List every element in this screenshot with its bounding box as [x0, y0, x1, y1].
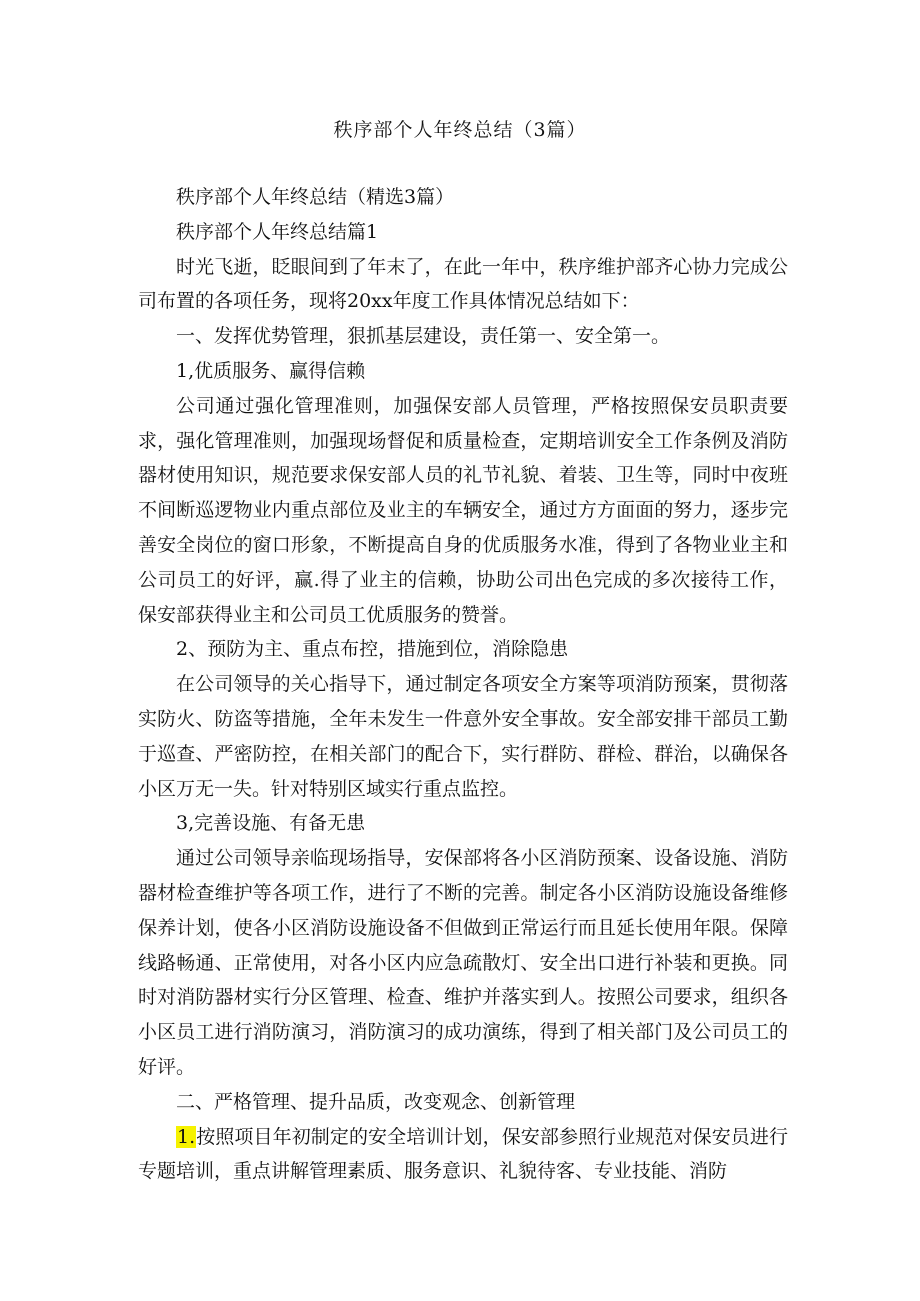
- document-title: 秩序部个人年终总结（3篇）: [333, 119, 587, 141]
- part2-title: 二、严格管理、提升品质，改变观念、创新管理: [176, 1090, 576, 1113]
- part2-item1: [138, 1120, 788, 1190]
- part1-title: 一、发挥优势管理，狠抓基层建设，责任第一、安全第一。: [176, 325, 671, 348]
- item3-body: 通过公司领导亲临现场指导，安保部将各小区消防预案、设备设施、消防器材检查维护等各项工作，进行了不断的完善。制定各小区消防设施设备维修保养计划，使各小区消防设施设备不但做到正常运行而且延长使用年限。保障线路畅通、正常使用，对各小区内应急疏散灯、安全出口进行补装和更换。同时对消防器材实行分区管理、检查、维护并落实到人。按照公司要求，组织各小区员工进行消防演习，消防演习的成功演练，得到了相关部门及公司员工的好评。: [138, 847, 788, 1078]
- item1-title: 1,优质服务、赢得信赖: [176, 359, 366, 382]
- document-body: [138, 180, 788, 1189]
- item1-body: 公司通过强化管理准则，加强保安部人员管理，严格按照保安员职责要求，强化管理准则，加强现场督促和质量检查，定期培训安全工作条例及消防器材使用知识，规范要求保安部人员的礼节礼貌、着装、卫生等，同时中夜班不间断巡逻物业内重点部位及业主的车辆安全，通过方方面面的努力，逐步完善安全岗位的窗口形象，不断提高自身的优质服务水准，得到了各物业业主和公司员工的好评，赢.得了业主的信赖，协助公司出色完成的多次接待工作，保安部获得业主和公司员工优质服务的赞誉。: [138, 394, 788, 626]
- item2-title: 2、预防为主、重点布控，措施到位，消除隐患: [176, 638, 569, 661]
- highlighted-marker: 1.: [177, 1125, 196, 1148]
- item2-body: 在公司领导的关心指导下，通过制定各项安全方案等项消防预案，贯彻落实防火、防盗等措施，全年未发生一件意外安全事故。安全部安排干部员工勤于巡查、严密防控，在相关部门的配合下，实行群防、群检、群治，以确保各小区万无一失。针对特别区域实行重点监控。: [138, 673, 788, 800]
- part2-item1-body: 按照项目年初制定的安全培训计划，保安部参照行业规范对保安员进行专题培训，重点讲解管理素质、服务意识、礼貌待客、专业技能、消防: [138, 1125, 788, 1183]
- paragraph-intro: 时光飞逝，眨眼间到了年末了，在此一年中，秩序维护部齐心协力完成公司布置的各项任务，现将20xx年度工作具体情况总结如下：: [138, 255, 788, 313]
- item3-title: 3,完善设施、有备无患: [176, 812, 366, 835]
- section-heading: 秩序部个人年终总结篇1: [176, 220, 379, 243]
- subtitle: 秩序部个人年终总结（精选3篇）: [176, 186, 455, 208]
